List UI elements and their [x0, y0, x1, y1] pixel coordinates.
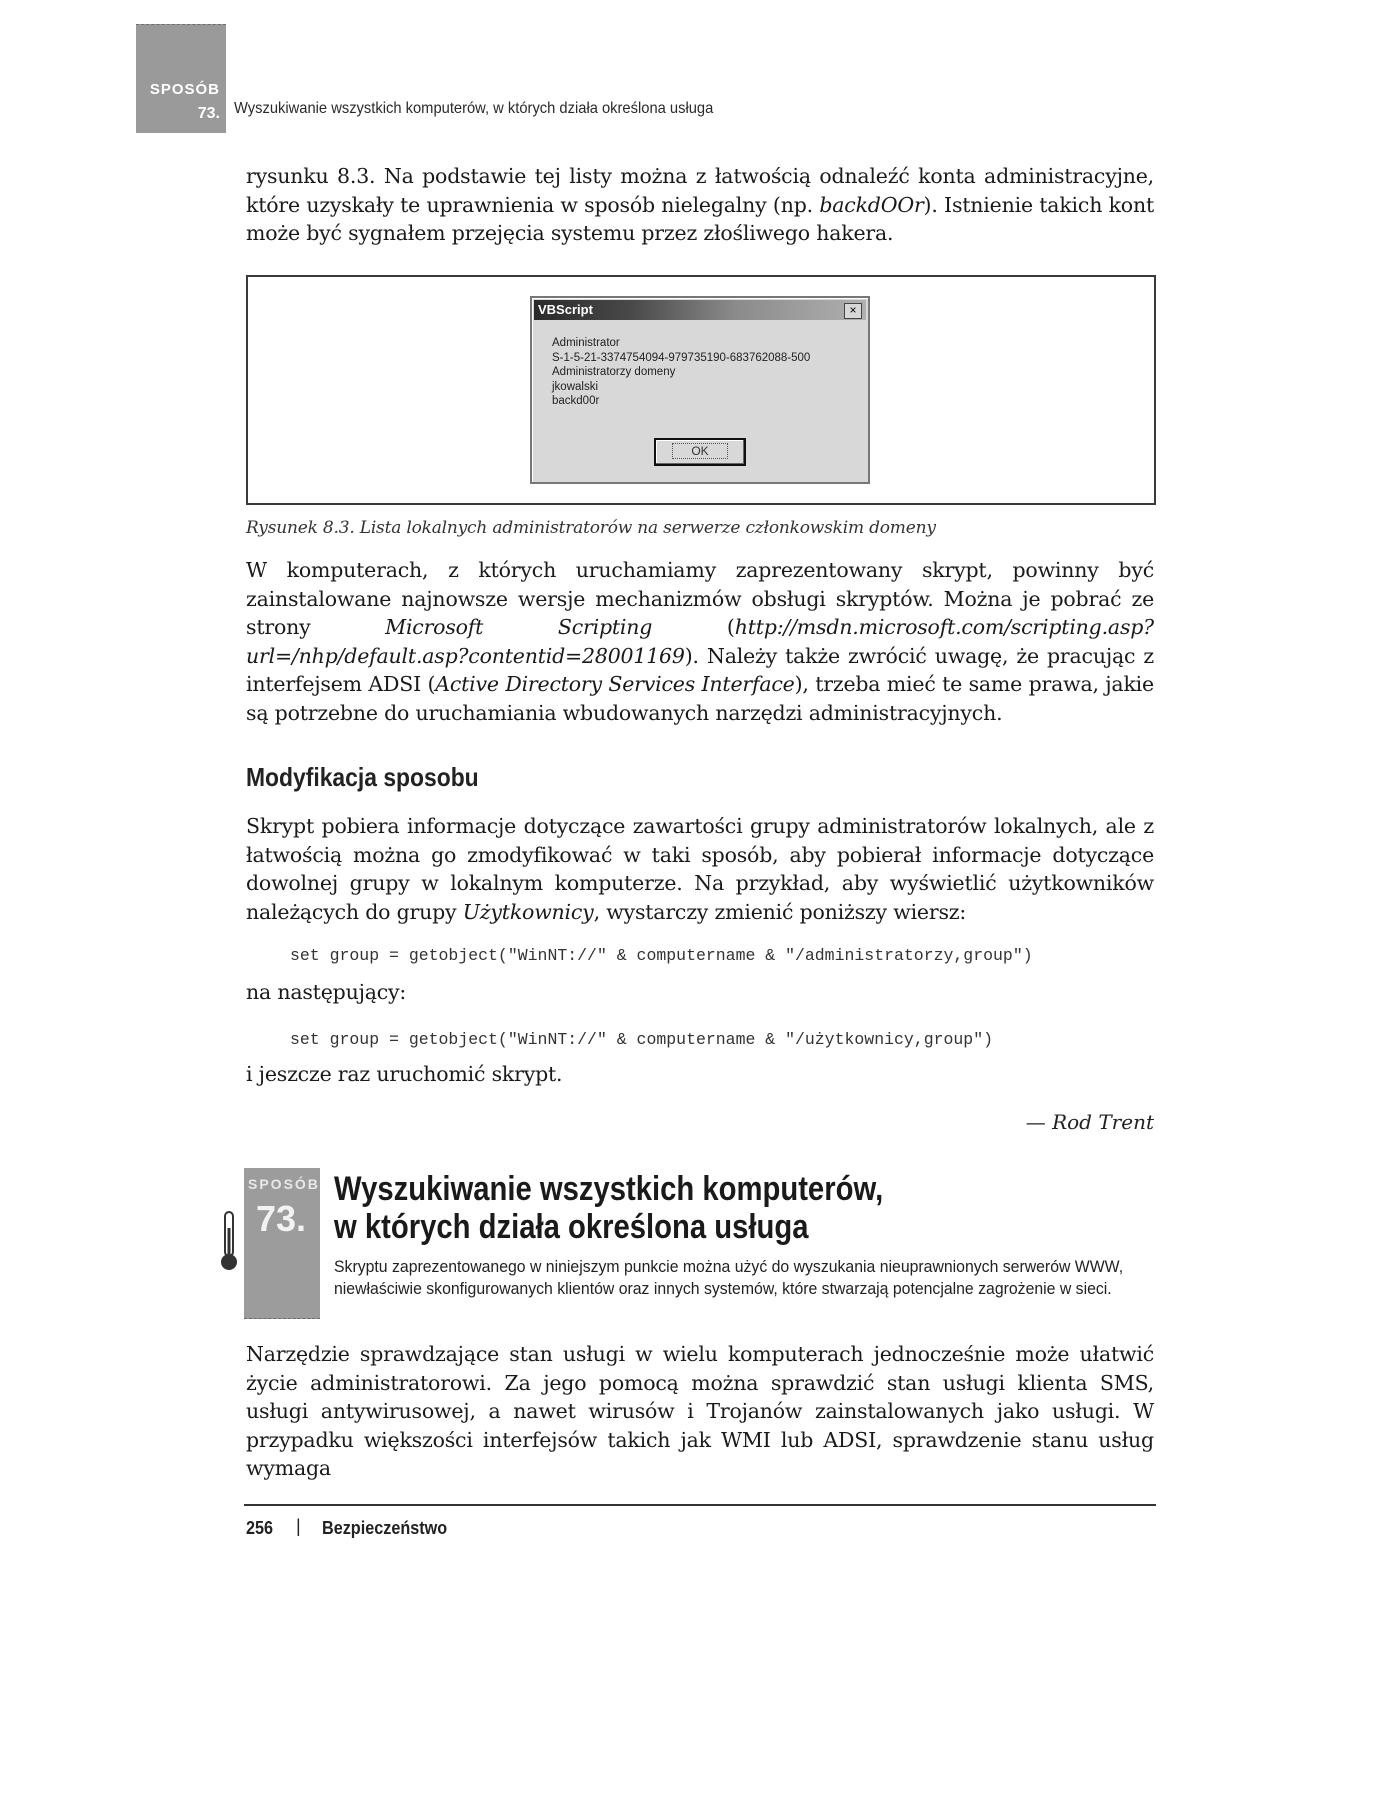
text-next: na następujący: — [246, 980, 407, 1004]
paragraph-4: Narzędzie sprawdzające stan usługi w wielu komputerach jednocześnie może ułatwić życie administratorowi. Za jego pomocą można sprawdzić stan usługi klienta SMS, usługi antywirusowej, a nawet wirusów i Trojanów zainstalowanych jako usługi. W przypadku większości interfejsów takich jak WMI lub ADSI, sprawdzenie stanu usług wymaga — [246, 1342, 1154, 1480]
ok-button-label: OK — [672, 443, 727, 459]
para2-text-c: ( — [652, 615, 735, 639]
para1-italic-backdoor: backdOOr — [819, 192, 924, 217]
thermometer-icon — [218, 1210, 240, 1272]
section-title — [334, 1170, 883, 1246]
author-signature: — Rod Trent — [1025, 1110, 1154, 1134]
para2-url: http://msdn.microsoft.com/scripting.asp?url=/nhp/default.asp?contentid=28001169 — [246, 615, 1154, 668]
section-tab — [244, 1168, 320, 1319]
dialog-title: VBScript — [538, 302, 593, 317]
para2-text-a: W komputerach, z których uruchamiamy zaprezentowany skrypt, powinny być zainstalowane najnowsze wersje mechanizmów obsługi skryptów. Można je pobrać ze strony — [246, 558, 1154, 639]
footer-rule — [244, 1504, 1156, 1506]
paragraph-1 — [246, 162, 1154, 248]
header-tab-number: 73. — [197, 105, 220, 122]
para3-italic-group: Użytkownicy — [462, 899, 594, 924]
para2-text-e: ). Należy także zwrócić uwagę, że pracując z interfejsem ADSI ( — [246, 643, 1154, 696]
section-tab-number: 73. — [256, 1198, 307, 1239]
dialog-message — [552, 336, 810, 409]
dialog-line: backd00r — [552, 395, 600, 407]
code-line-1: set group = getobject("WinNT://" & computername & "/administratorzy,group") — [290, 946, 1033, 965]
section-title-line-2: w których działa określona usługa — [334, 1208, 809, 1246]
figure-caption: Rysunek 8.3. Lista lokalnych administratorów na serwerze członkowskim domeny — [246, 518, 936, 538]
header-tab-word: SPOSÓB — [149, 81, 220, 98]
dialog-titlebar — [534, 300, 866, 320]
vbscript-dialog — [530, 296, 870, 484]
section-title-line-1: Wyszukiwanie wszystkich komputerów, — [334, 1170, 884, 1208]
code-line-2: set group = getobject("WinNT://" & computername & "/użytkownicy,group") — [290, 1030, 994, 1049]
header-tab — [136, 24, 226, 133]
para3-text-a: Skrypt pobiera informacje dotyczące zawartości grupy administratorów lokalnych, ale z łatwością można go zmodyfikować w taki sposób, aby pobierał informacje dotyczące dowolnej grupy w lokalnym komputerze. Na przykład, aby wyświetlić użytkowników należących do grupy — [246, 814, 1154, 924]
page-number: 256 — [246, 1518, 274, 1538]
footer-separator: | — [296, 1516, 301, 1536]
close-icon[interactable]: × — [844, 303, 862, 319]
para1-text-c: ). Istnienie takich kont może być sygnałem przejęcia systemu przez złośliwego hakera. — [246, 192, 1154, 245]
para2-italic-ms-scripting: Microsoft Scripting — [385, 615, 653, 639]
para2-italic-adsi: Active Directory Services Interface — [435, 672, 795, 696]
dialog-line: Administratorzy domeny — [552, 366, 676, 378]
section-subheading: Modyfikacja sposobu — [246, 762, 479, 792]
dialog-line: jkowalski — [552, 380, 599, 393]
dialog-line: S-1-5-21-3374754094-979735190-683762088-500 — [552, 351, 811, 364]
text-run: i jeszcze raz uruchomić skrypt. — [246, 1062, 563, 1086]
running-header-title: Wyszukiwanie wszystkich komputerów, w których działa określona usługa — [234, 100, 714, 117]
footer-section-name: Bezpieczeństwo — [322, 1518, 448, 1538]
paragraph-2 — [246, 556, 1154, 727]
para3-text-c: , wystarczy zmienić poniższy wiersz: — [593, 899, 967, 924]
para1-text-a: rysunku 8.3. Na podstawie tej listy można z łatwością odnaleźć konta administracyjne, które uzyskały te uprawnienia w sposób nielegalny (np. — [246, 164, 1154, 217]
ok-button[interactable] — [654, 438, 746, 466]
dialog-line: Administrator — [552, 337, 620, 349]
paragraph-3 — [246, 812, 1154, 926]
section-tab-word: SPOSÓB — [248, 1176, 320, 1192]
para2-text-g: ), trzeba mieć te same prawa, jakie są potrzebne do uruchamiania wbudowanych narzędzi administracyjnych. — [246, 672, 1154, 725]
section-description: Skryptu zaprezentowanego w niniejszym punkcie można użyć do wyszukania nieuprawnionych serwerów WWW, niewłaściwie skonfigurowanych klientów oraz innych systemów, które stwarzają potencjalne zagrożenie w sieci. — [334, 1257, 1124, 1298]
